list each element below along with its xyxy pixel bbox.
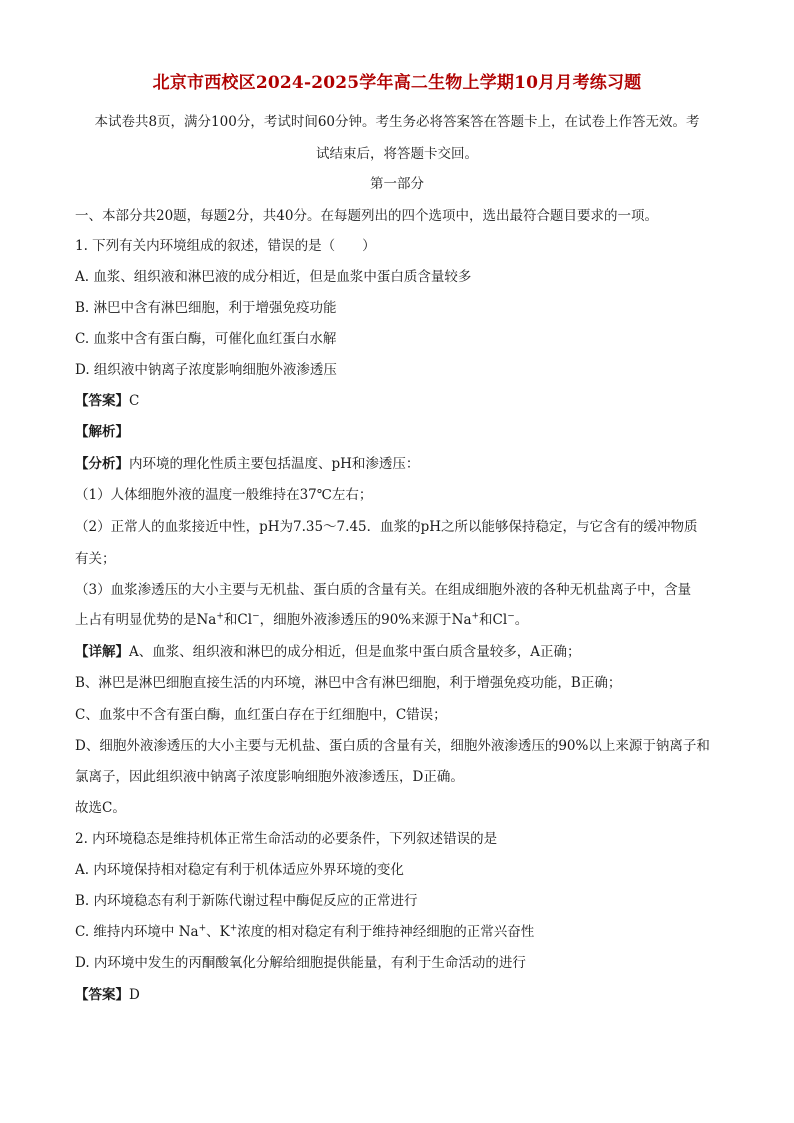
text-segment: 。 xyxy=(514,612,529,628)
answer-value: D xyxy=(129,987,140,1003)
part-heading: 第一部分 xyxy=(370,176,424,192)
q1-stem: 1. 下列有关内环境组成的叙述，错误的是（ ） xyxy=(75,238,376,254)
answer-value: C xyxy=(129,393,140,409)
q1-xiangjie-c: C、血浆中不含有蛋白酶，血红蛋白存在于红细胞中，C错误； xyxy=(75,707,447,723)
q1-option-a: A. 血浆、组织液和淋巴液的成分相近，但是血浆中蛋白质含量较多 xyxy=(75,269,472,285)
q1-xiangjie-d-line-2: 氯离子，因此组织液中钠离子浓度影响细胞外液渗透压，D正确。 xyxy=(75,769,464,785)
superscript-plus: + xyxy=(198,923,207,934)
section-instruction: 一、本部分共20题，每题2分，共40分。在每题列出的四个选项中，选出最符合题目要求的一项。 xyxy=(75,208,658,224)
q1-option-b: B. 淋巴中含有淋巴细胞，利于增强免疫功能 xyxy=(75,300,337,316)
superscript-minus: − xyxy=(252,611,260,622)
text-segment: 、K xyxy=(206,924,230,940)
q2-option-d: D. 内环境中发生的丙酮酸氧化分解给细胞提供能量，有利于生命活动的进行 xyxy=(75,955,526,971)
q2-answer xyxy=(75,983,140,1003)
q1-xiangjie-b: B、淋巴是淋巴细胞直接生活的内环境，淋巴中含有淋巴细胞，利于增强免疫功能，B正确； xyxy=(75,675,622,691)
fenxi-text: 内环境的理化性质主要包括温度、pH和渗透压： xyxy=(129,456,420,472)
superscript-minus: − xyxy=(507,611,515,622)
q1-point-2-line-2: 有关； xyxy=(75,551,116,567)
text-segment: 和Cl xyxy=(479,612,508,628)
q2-option-c xyxy=(75,920,534,940)
text-segment: 和Cl xyxy=(223,612,253,628)
superscript-plus: + xyxy=(216,611,224,622)
xiangjie-label: 【详解】 xyxy=(75,644,129,660)
q1-point-3-line-1: （3）血浆渗透压的大小主要与无机盐、蛋白质的含量有关。在组成细胞外液的各种无机盐离子中，含量 xyxy=(75,582,692,598)
q1-point-3-line-2 xyxy=(75,608,528,628)
intro-line-2: 试结束后，将答题卡交回。 xyxy=(316,146,478,162)
q2-option-a: A. 内环境保持相对稳定有利于机体适应外界环境的变化 xyxy=(75,862,404,878)
xiangjie-a-text: A、血浆、组织液和淋巴的成分相近，但是血浆中蛋白质含量较多，A正确； xyxy=(129,644,581,660)
text-segment: 浓度的相对稳定有利于维持神经细胞的正常兴奋性 xyxy=(237,924,535,940)
q2-stem: 2. 内环境稳态是维持机体正常生命活动的必要条件，下列叙述错误的是 xyxy=(75,831,498,847)
text-segment: C. 维持内环境中 Na xyxy=(75,924,199,940)
q1-option-c: C. 血浆中含有蛋白酶，可催化血红蛋白水解 xyxy=(75,331,337,347)
intro-line-1: 本试卷共8页，满分100分，考试时间60分钟。考生务必将答案答在答题卡上，在试卷上作答无效。考 xyxy=(94,114,700,130)
superscript-plus: + xyxy=(471,611,480,622)
page-title: 北京市西校区2024-2025学年高二生物上学期10月月考练习题 xyxy=(152,73,642,93)
superscript-plus: + xyxy=(229,923,238,934)
fenxi-label: 【分析】 xyxy=(75,456,129,472)
text-segment: 上占有明显优势的是Na xyxy=(75,612,217,628)
q1-fenxi xyxy=(75,452,419,472)
q1-xiangjie-d-line-1: D、细胞外液渗透压的大小主要与无机盐、蛋白质的含量有关，细胞外液渗透压的90%以上来源于钠离子和 xyxy=(75,738,710,754)
answer-label: 【答案】 xyxy=(75,987,129,1003)
text-segment: ，细胞外液渗透压的90%来源于Na xyxy=(259,612,472,628)
q1-point-2-line-1: （2）正常人的血浆接近中性，pH为7.35～7.45．血浆的pH之所以能够保持稳定，与它含有的缓冲物质 xyxy=(75,519,698,535)
q1-answer xyxy=(75,389,139,409)
q2-option-b: B. 内环境稳态有利于新陈代谢过程中酶促反应的正常进行 xyxy=(75,893,418,909)
answer-label: 【答案】 xyxy=(75,393,129,409)
q1-option-d: D. 组织液中钠离子浓度影响细胞外液渗透压 xyxy=(75,362,337,378)
q1-xiangjie-a xyxy=(75,640,581,660)
q1-analysis-label: 【解析】 xyxy=(75,424,129,440)
q1-conclusion: 故选C。 xyxy=(75,800,126,816)
q1-point-1: （1）人体细胞外液的温度一般维持在37℃左右； xyxy=(75,487,373,503)
